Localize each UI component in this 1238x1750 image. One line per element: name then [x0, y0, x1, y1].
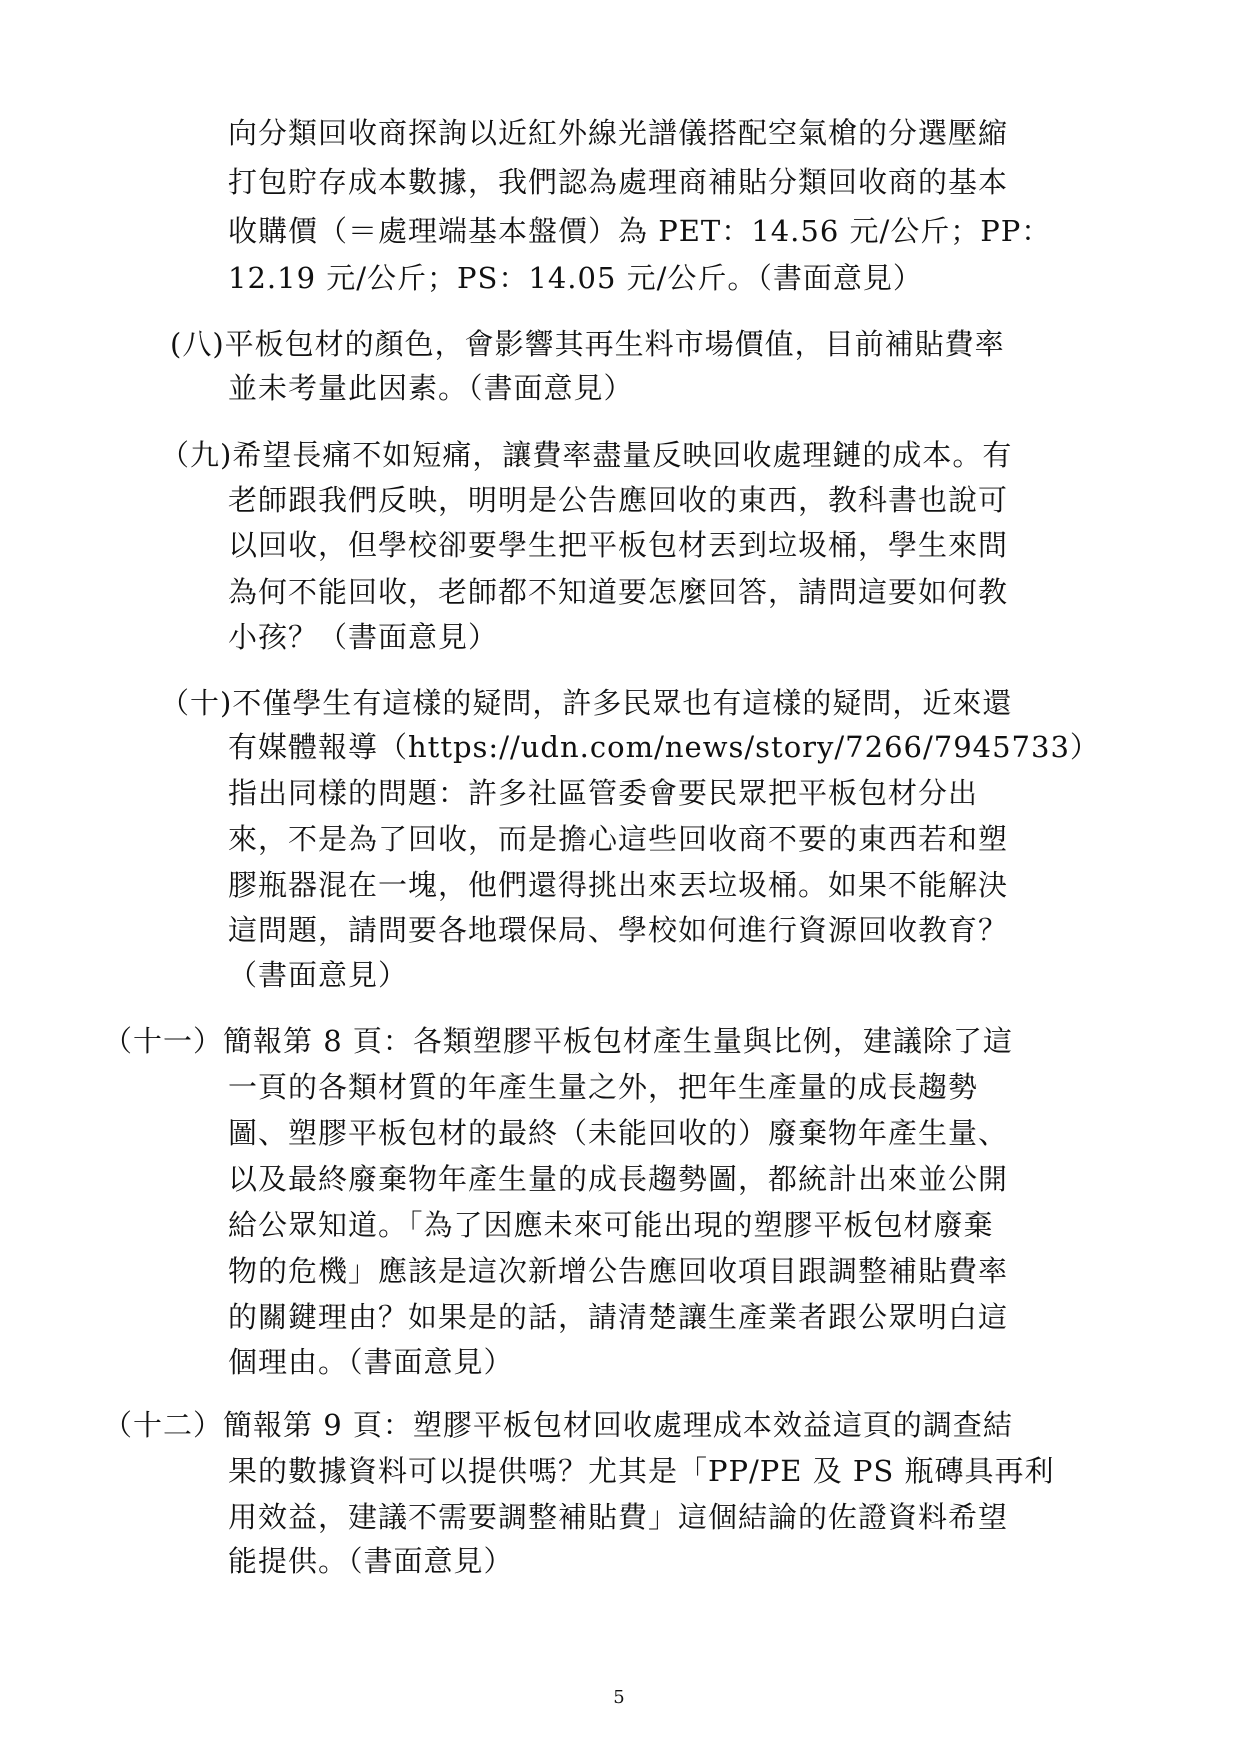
page-number: 5 [613, 1687, 625, 1708]
text-line: 為何不能回收，老師都不知道要怎麼回答，請問這要如何教 [228, 575, 1009, 609]
text-line: 有媒體報導（https://udn.com/news/story/7266/7945733） [228, 730, 1100, 764]
text-line: （十一）簡報第 8 頁：各類塑膠平板包材產生量與比例，建議除了這 [103, 1024, 1013, 1058]
text-line: 並未考量此因素。（書面意見） [228, 371, 634, 405]
text-line: 以及最終廢棄物年產生量的成長趨勢圖，都統計出來並公開 [228, 1162, 1009, 1196]
text-line: 打包貯存成本數據，我們認為處理商補貼分類回收商的基本 [228, 165, 1009, 199]
text-line: 以回收，但學校卻要學生把平板包材丟到垃圾桶，學生來問 [228, 528, 1009, 562]
text-line: 小孩？（書面意見） [228, 620, 499, 654]
text-line: 物的危機」應該是這次新增公告應回收項目跟調整補貼費率 [228, 1254, 1009, 1288]
text-line: 收購價（＝處理端基本盤價）為 PET：14.56 元/公斤；PP： [228, 214, 1052, 248]
text-line: 指出同樣的問題：許多社區管委會要民眾把平板包材分出 [228, 776, 979, 810]
text-line: （十)不僅學生有這樣的疑問，許多民眾也有這樣的疑問，近來還 [160, 686, 1013, 720]
text-line: 個理由。（書面意見） [228, 1345, 514, 1379]
text-line: 給公眾知道。「為了因應未來可能出現的塑膠平板包材廢棄 [228, 1208, 994, 1242]
text-line: （十二）簡報第 9 頁：塑膠平板包材回收處理成本效益這頁的調查結 [103, 1408, 1013, 1442]
text-line: (八)平板包材的顏色，會影響其再生料市場價值，目前補貼費率 [170, 327, 1005, 361]
text-line: 的關鍵理由？如果是的話，請清楚讓生產業者跟公眾明白這 [228, 1300, 1009, 1334]
text-line: 果的數據資料可以提供嗎？尤其是「PP/PE 及 PS 瓶磚具再利 [228, 1454, 1055, 1488]
text-line: 老師跟我們反映，明明是公告應回收的東西，教科書也說可 [228, 483, 1009, 517]
text-line: 一頁的各類材質的年產生量之外，把年生產量的成長趨勢 [228, 1070, 979, 1104]
text-line: 12.19 元/公斤；PS：14.05 元/公斤。（書面意見） [228, 261, 923, 295]
text-line: 用效益，建議不需要調整補貼費」這個結論的佐證資料希望 [228, 1500, 1009, 1534]
text-line: 向分類回收商探詢以近紅外線光譜儀搭配空氣槍的分選壓縮 [228, 116, 1009, 150]
text-line: 膠瓶器混在一塊，他們還得挑出來丟垃圾桶。如果不能解決 [228, 868, 1009, 902]
text-line: 這問題，請問要各地環保局、學校如何進行資源回收教育？ [228, 913, 1009, 947]
text-line: 能提供。（書面意見） [228, 1544, 514, 1578]
text-line: 來，不是為了回收，而是擔心這些回收商不要的東西若和塑 [228, 822, 1009, 856]
text-line: （九)希望長痛不如短痛，讓費率盡量反映回收處理鏈的成本。有 [160, 438, 1013, 472]
text-line: （書面意見） [228, 958, 409, 992]
text-line: 圖、塑膠平板包材的最終（未能回收的）廢棄物年產生量、 [228, 1116, 1009, 1150]
